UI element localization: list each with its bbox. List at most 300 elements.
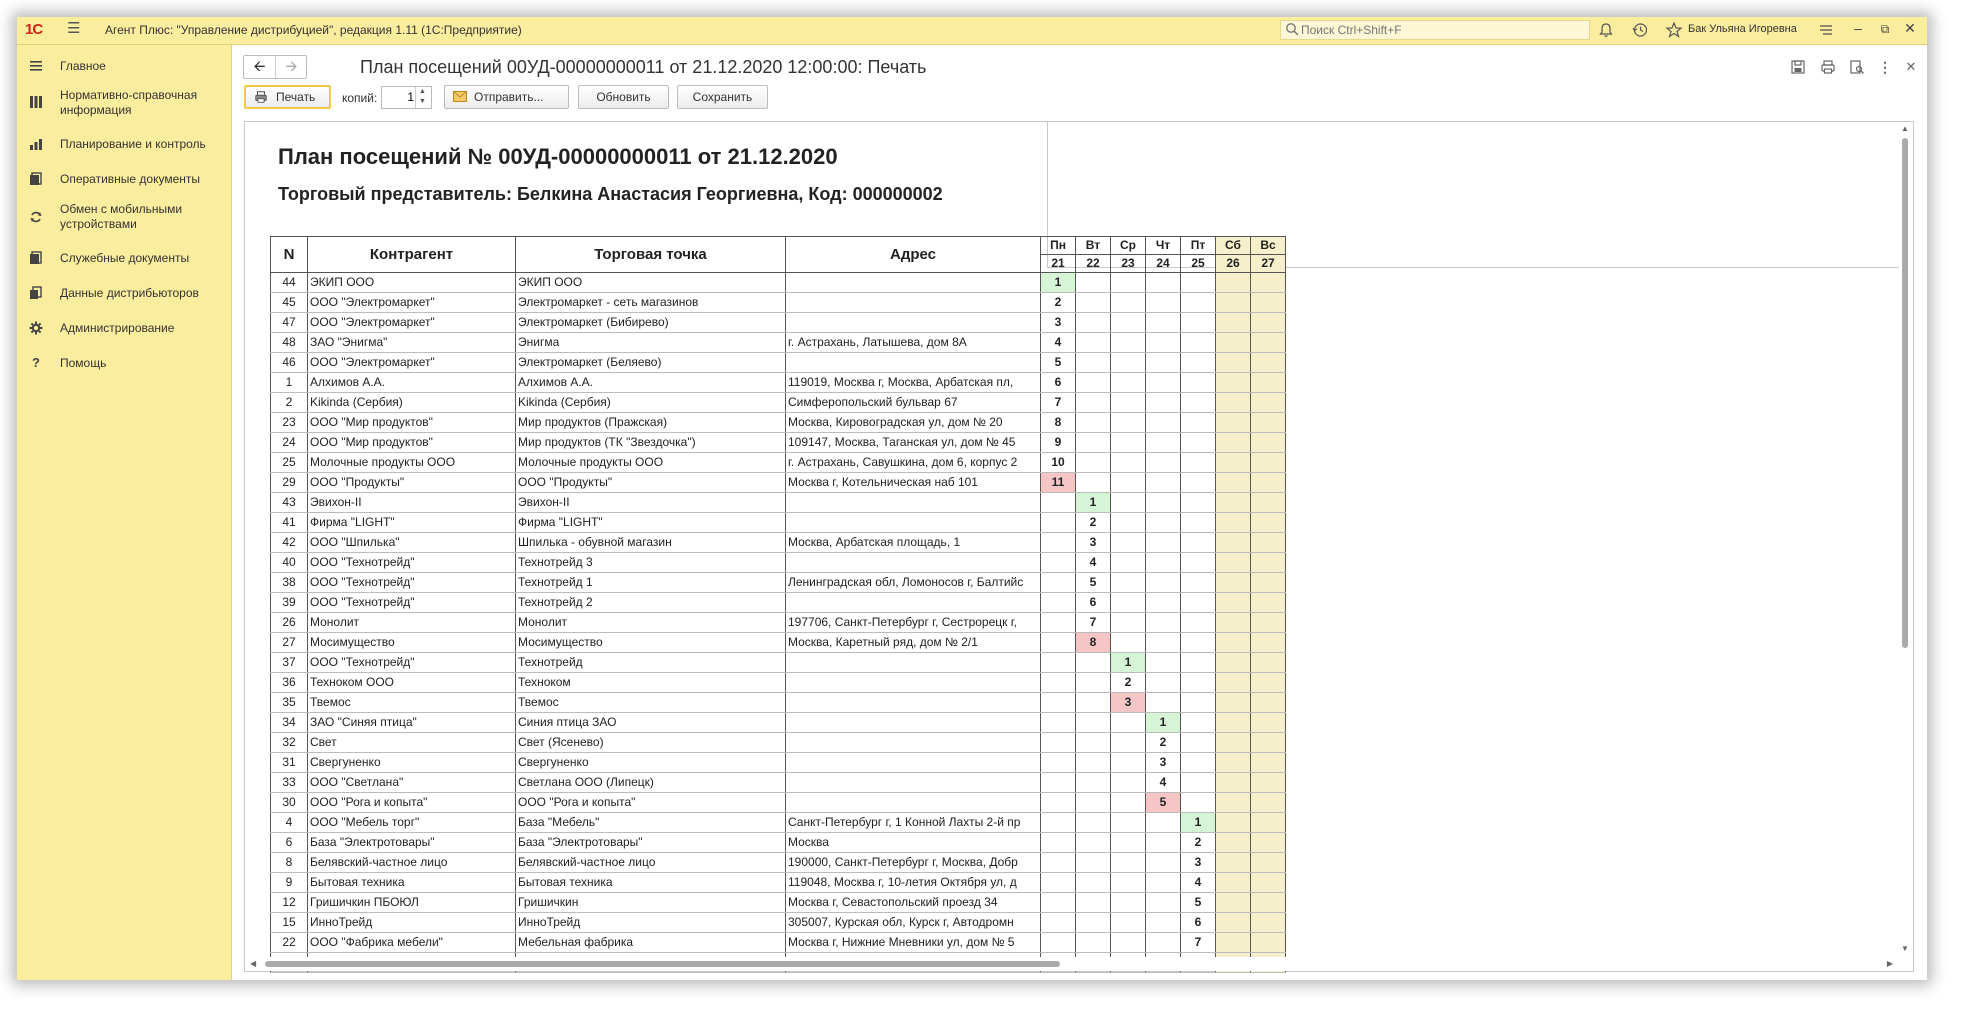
day-cell (1181, 393, 1216, 413)
contractor-cell: Гришичкин ПБОЮЛ (308, 893, 516, 913)
minimize-icon[interactable]: – (1854, 20, 1862, 36)
contractor-cell: Эвихон-II (308, 493, 516, 513)
contractor-cell: Свергуненко (308, 753, 516, 773)
outlet-cell: ЭКИП ООО (516, 273, 786, 293)
visit-order-cell: 1 (1111, 653, 1146, 673)
sidebar-item-planning[interactable] (17, 137, 231, 157)
outlet-cell: Техноком (516, 673, 786, 693)
day-cell (1111, 593, 1146, 613)
print-button-label: Печать (276, 90, 316, 104)
day-cell (1251, 773, 1286, 793)
table-row[interactable] (271, 493, 1286, 513)
day-cell (1216, 793, 1251, 813)
row-number: 37 (271, 653, 308, 673)
current-user[interactable]: Бак Ульяна Игоревна (1688, 23, 1797, 35)
scroll-right-icon[interactable]: ▶ (1886, 959, 1893, 968)
sidebar-item-service-docs[interactable] (17, 251, 231, 271)
table-row[interactable] (271, 313, 1286, 333)
row-number: 39 (271, 593, 308, 613)
visit-order-cell: 11 (1041, 473, 1076, 493)
day-cell (1076, 413, 1111, 433)
day-cell (1216, 393, 1251, 413)
day-cell (1111, 273, 1146, 293)
row-number: 36 (271, 673, 308, 693)
day-cell (1146, 553, 1181, 573)
document-title: План посещений № 00УД-00000000011 от 21.12.2020 (278, 144, 838, 169)
table-row[interactable] (271, 733, 1286, 753)
vertical-scroll-thumb[interactable] (1902, 138, 1908, 648)
day-cell (1076, 833, 1111, 853)
day-cell (1041, 913, 1076, 933)
row-number: 34 (271, 713, 308, 733)
address-cell: г. Астрахань, Савушкина, дом 6, корпус 2 (786, 453, 1041, 473)
row-number: 30 (271, 793, 308, 813)
day-cell (1181, 473, 1216, 493)
address-cell: Москва (786, 833, 1041, 853)
spreadsheet-document[interactable] (244, 121, 1914, 972)
day-cell (1041, 753, 1076, 773)
address-cell (786, 713, 1041, 733)
outlet-cell: Молочные продукты ООО (516, 453, 786, 473)
contractor-cell: Свет (308, 733, 516, 753)
sidebar-item-label: Помощь (60, 356, 107, 370)
day-cell (1216, 433, 1251, 453)
outlet-cell: Шпилька - обувной магазин (516, 533, 786, 553)
printer-icon[interactable] (1820, 59, 1836, 75)
table-row[interactable] (271, 753, 1286, 773)
column-header-contractor: Контрагент (308, 237, 516, 273)
service-docs-icon (29, 251, 43, 265)
outlet-cell: Технотрейд 3 (516, 553, 786, 573)
day-cell (1216, 273, 1251, 293)
day-cell (1111, 553, 1146, 573)
visit-order-cell: 2 (1076, 513, 1111, 533)
address-cell (786, 733, 1041, 753)
day-cell (1111, 733, 1146, 753)
settings-lines-icon[interactable] (1817, 21, 1835, 39)
table-row[interactable] (271, 653, 1286, 673)
address-cell (786, 293, 1041, 313)
day-cell (1146, 313, 1181, 333)
visit-order-cell: 5 (1041, 353, 1076, 373)
scroll-down-icon[interactable]: ▼ (1901, 944, 1909, 953)
day-cell (1146, 433, 1181, 453)
day-cell (1216, 453, 1251, 473)
day-cell (1041, 653, 1076, 673)
close-window-icon[interactable]: ✕ (1904, 20, 1916, 36)
day-cell (1251, 793, 1286, 813)
table-row[interactable] (271, 353, 1286, 373)
outlet-cell: Мосимущество (516, 633, 786, 653)
outlet-cell: Бытовая техника (516, 873, 786, 893)
scroll-left-icon[interactable]: ◀ (250, 959, 257, 968)
row-number: 35 (271, 693, 308, 713)
day-cell (1251, 893, 1286, 913)
day-cell (1111, 853, 1146, 873)
day-cell (1251, 393, 1286, 413)
table-row[interactable] (271, 713, 1286, 733)
column-header-day-name: Ср (1111, 237, 1146, 255)
day-cell (1111, 933, 1146, 953)
day-cell (1111, 413, 1146, 433)
address-cell: Ленинградская обл, Ломоносов г, Балтийс (786, 573, 1041, 593)
sidebar-item-label: Данные дистрибьюторов (60, 286, 199, 300)
table-row[interactable] (271, 693, 1286, 713)
day-cell (1076, 933, 1111, 953)
sidebar-item-main[interactable] (17, 59, 231, 79)
day-cell (1181, 653, 1216, 673)
day-cell (1111, 713, 1146, 733)
day-cell (1111, 373, 1146, 393)
scroll-up-icon[interactable]: ▲ (1901, 124, 1909, 133)
address-cell: Санкт-Петербург г, 1 Конной Лахты 2-й пр (786, 813, 1041, 833)
address-cell: Москва, Кировоградская ул, дом № 20 (786, 413, 1041, 433)
table-row[interactable] (271, 613, 1286, 633)
spin-down-icon[interactable]: ▼ (419, 98, 426, 105)
day-cell (1076, 773, 1111, 793)
horizontal-scroll-thumb[interactable] (265, 961, 1060, 967)
table-row[interactable] (271, 593, 1286, 613)
contractor-cell: Мосимущество (308, 633, 516, 653)
day-cell (1216, 653, 1251, 673)
day-cell (1041, 553, 1076, 573)
sidebar-item-help[interactable] (17, 356, 231, 376)
table-row[interactable] (271, 433, 1286, 453)
row-number: 45 (271, 293, 308, 313)
row-number: 6 (271, 833, 308, 853)
day-cell (1216, 733, 1251, 753)
visit-order-cell: 1 (1076, 493, 1111, 513)
table-row[interactable] (271, 793, 1286, 813)
outlet-cell: Электромаркет (Беляево) (516, 353, 786, 373)
contractor-cell: ООО "Мир продуктов" (308, 433, 516, 453)
navigation-buttons (243, 55, 307, 79)
contractor-cell: ЭКИП ООО (308, 273, 516, 293)
outlet-cell: Технотрейд 2 (516, 593, 786, 613)
visit-order-cell: 3 (1111, 693, 1146, 713)
day-cell (1076, 333, 1111, 353)
global-search[interactable] (1280, 20, 1590, 40)
sidebar-item-reference-info[interactable] (17, 88, 231, 122)
day-cell (1181, 353, 1216, 373)
copies-stepper[interactable] (381, 86, 432, 109)
outlet-cell: База "Мебель" (516, 813, 786, 833)
address-cell: Москва, Арбатская площадь, 1 (786, 533, 1041, 553)
column-header-outlet: Торговая точка (516, 237, 786, 273)
print-button[interactable] (244, 85, 331, 109)
day-cell (1146, 653, 1181, 673)
day-cell (1251, 533, 1286, 553)
row-number: 8 (271, 853, 308, 873)
row-number: 40 (271, 553, 308, 573)
table-row[interactable] (271, 813, 1286, 833)
refresh-button[interactable]: Обновить (578, 85, 669, 109)
contractor-cell: ООО "Технотрейд" (308, 593, 516, 613)
table-row[interactable] (271, 833, 1286, 853)
main-menu-icon[interactable]: ☰ (67, 20, 81, 37)
day-cell (1251, 313, 1286, 333)
close-form-icon[interactable]: ✕ (1905, 59, 1917, 74)
table-row[interactable] (271, 933, 1286, 953)
sidebar-item-label: Оперативные документы (60, 172, 201, 186)
contractor-cell: ИнноТрейд (308, 913, 516, 933)
day-cell (1181, 413, 1216, 433)
day-cell (1181, 453, 1216, 473)
save-button[interactable]: Сохранить (677, 85, 768, 109)
back-arrow-icon[interactable]: 🡨 (244, 56, 276, 78)
day-cell (1216, 473, 1251, 493)
table-row[interactable] (271, 453, 1286, 473)
day-cell (1146, 593, 1181, 613)
contractor-cell: ЗАО "Энигма" (308, 333, 516, 353)
day-cell (1181, 513, 1216, 533)
day-cell (1216, 413, 1251, 433)
table-row[interactable] (271, 773, 1286, 793)
visit-order-cell: 3 (1146, 753, 1181, 773)
table-row[interactable] (271, 273, 1286, 293)
table-row[interactable] (271, 853, 1286, 873)
day-cell (1146, 493, 1181, 513)
day-cell (1076, 813, 1111, 833)
save-disk-icon[interactable] (1790, 59, 1806, 75)
contractor-cell: ООО "Шпилька" (308, 533, 516, 553)
visit-order-cell: 4 (1041, 333, 1076, 353)
day-cell (1251, 853, 1286, 873)
print-preview-icon[interactable] (1849, 59, 1865, 75)
day-cell (1041, 813, 1076, 833)
outlet-cell: Эвихон-II (516, 493, 786, 513)
column-header-date: 27 (1251, 255, 1286, 273)
day-cell (1111, 913, 1146, 933)
day-cell (1111, 773, 1146, 793)
outlet-cell: Белявский-частное лицо (516, 853, 786, 873)
spin-up-icon[interactable]: ▲ (419, 88, 426, 95)
visit-order-cell: 8 (1041, 413, 1076, 433)
more-actions-icon[interactable]: ⋮ (1878, 59, 1892, 75)
day-cell (1216, 873, 1251, 893)
outlet-cell: ИнноТрейд (516, 913, 786, 933)
history-icon[interactable] (1631, 21, 1649, 39)
outlet-cell: Светлана ООО (Липецк) (516, 773, 786, 793)
table-row[interactable] (271, 413, 1286, 433)
day-cell (1216, 573, 1251, 593)
day-cell (1146, 813, 1181, 833)
copies-input[interactable] (384, 90, 414, 104)
day-cell (1216, 593, 1251, 613)
table-row[interactable] (271, 373, 1286, 393)
day-cell (1181, 673, 1216, 693)
day-cell (1076, 293, 1111, 313)
day-cell (1251, 873, 1286, 893)
visit-order-cell: 2 (1041, 293, 1076, 313)
day-cell (1216, 673, 1251, 693)
contractor-cell: База "Электротовары" (308, 833, 516, 853)
day-cell (1181, 433, 1216, 453)
day-cell (1041, 793, 1076, 813)
day-cell (1076, 373, 1111, 393)
visit-order-cell: 10 (1041, 453, 1076, 473)
day-cell (1041, 873, 1076, 893)
day-cell (1216, 513, 1251, 533)
day-cell (1216, 813, 1251, 833)
day-cell (1041, 633, 1076, 653)
table-row[interactable] (271, 393, 1286, 413)
row-number: 12 (271, 893, 308, 913)
table-row[interactable] (271, 873, 1286, 893)
day-cell (1146, 633, 1181, 653)
day-cell (1251, 733, 1286, 753)
sidebar-item-administration[interactable] (17, 321, 231, 341)
day-cell (1146, 573, 1181, 593)
address-cell: Москва г, Нижние Мневники ул, дом № 5 (786, 933, 1041, 953)
day-cell (1146, 373, 1181, 393)
day-cell (1041, 833, 1076, 853)
row-number: 33 (271, 773, 308, 793)
copies-spin-buttons[interactable] (415, 87, 431, 108)
column-header-day-name: Чт (1146, 237, 1181, 255)
day-cell (1146, 673, 1181, 693)
sections-panel (17, 45, 232, 980)
day-cell (1111, 353, 1146, 373)
row-number: 27 (271, 633, 308, 653)
table-row[interactable] (271, 573, 1286, 593)
outlet-cell: Мебельная фабрика (516, 933, 786, 953)
distributor-data-icon (29, 286, 43, 300)
bell-icon[interactable] (1597, 21, 1615, 39)
copies-label: копий: (342, 91, 378, 105)
day-cell (1076, 873, 1111, 893)
day-cell (1251, 813, 1286, 833)
menu-lines-icon (29, 59, 43, 73)
day-cell (1181, 753, 1216, 773)
day-cell (1041, 853, 1076, 873)
day-cell (1216, 293, 1251, 313)
table-header-row (271, 237, 1286, 255)
bar-chart-icon (29, 137, 43, 151)
day-cell (1111, 873, 1146, 893)
star-icon[interactable] (1665, 21, 1683, 39)
row-number: 32 (271, 733, 308, 753)
contractor-cell: Твемос (308, 693, 516, 713)
day-cell (1111, 613, 1146, 633)
column-header-date: 25 (1181, 255, 1216, 273)
address-cell: 119019, Москва г, Москва, Арбатская пл, (786, 373, 1041, 393)
day-cell (1146, 273, 1181, 293)
table-row[interactable] (271, 293, 1286, 313)
table-row[interactable] (271, 553, 1286, 573)
sidebar-item-mobile-exchange[interactable] (17, 202, 231, 236)
day-cell (1111, 813, 1146, 833)
address-cell: Москва г, Севастопольский проезд 34 (786, 893, 1041, 913)
visit-order-cell: 6 (1076, 593, 1111, 613)
contractor-cell: Kikinda (Сербия) (308, 393, 516, 413)
day-cell (1111, 633, 1146, 653)
day-cell (1251, 913, 1286, 933)
column-header-day-name: Пн (1041, 237, 1076, 255)
visit-order-cell: 2 (1181, 833, 1216, 853)
visit-plan-table (270, 236, 1286, 973)
table-row[interactable] (271, 633, 1286, 653)
address-cell (786, 553, 1041, 573)
outlet-cell: Свет (Ясенево) (516, 733, 786, 753)
table-row[interactable] (271, 913, 1286, 933)
contractor-cell: ООО "Электромаркет" (308, 293, 516, 313)
table-row[interactable] (271, 893, 1286, 913)
sidebar-item-distributor-data[interactable] (17, 286, 231, 306)
table-row[interactable] (271, 473, 1286, 493)
day-cell (1146, 693, 1181, 713)
row-number: 38 (271, 573, 308, 593)
visit-order-cell: 7 (1041, 393, 1076, 413)
day-cell (1181, 693, 1216, 713)
contractor-cell: ООО "Мир продуктов" (308, 413, 516, 433)
day-cell (1251, 333, 1286, 353)
contractor-cell: ООО "Технотрейд" (308, 653, 516, 673)
day-cell (1216, 913, 1251, 933)
column-header-day-name: Вс (1251, 237, 1286, 255)
column-header-day-name: Сб (1216, 237, 1251, 255)
visit-order-cell: 3 (1041, 313, 1076, 333)
contractor-cell: ООО "Технотрейд" (308, 573, 516, 593)
send-button[interactable] (444, 85, 569, 109)
day-cell (1251, 833, 1286, 853)
outlet-cell: Синия птица ЗАО (516, 713, 786, 733)
search-input[interactable] (1301, 23, 1581, 37)
day-cell (1216, 893, 1251, 913)
table-row[interactable] (271, 513, 1286, 533)
visit-order-cell: 7 (1181, 933, 1216, 953)
horizontal-scrollbar[interactable] (245, 957, 1913, 971)
day-cell (1181, 553, 1216, 573)
visit-order-cell: 9 (1041, 433, 1076, 453)
forward-arrow-icon[interactable]: 🡪 (285, 58, 298, 75)
day-cell (1251, 413, 1286, 433)
visit-order-cell: 4 (1076, 553, 1111, 573)
day-cell (1041, 893, 1076, 913)
day-cell (1251, 633, 1286, 653)
row-number: 23 (271, 413, 308, 433)
day-cell (1076, 853, 1111, 873)
table-row[interactable] (271, 673, 1286, 693)
address-cell (786, 693, 1041, 713)
day-cell (1146, 293, 1181, 313)
table-row[interactable] (271, 333, 1286, 353)
day-cell (1146, 873, 1181, 893)
sidebar-item-operational-docs[interactable] (17, 172, 231, 192)
address-cell: 197706, Санкт-Петербург г, Сестрорецк г, (786, 613, 1041, 633)
day-cell (1181, 293, 1216, 313)
row-number: 46 (271, 353, 308, 373)
day-cell (1076, 453, 1111, 473)
visit-order-cell: 8 (1076, 633, 1111, 653)
day-cell (1216, 713, 1251, 733)
contractor-cell: ООО "Технотрейд" (308, 553, 516, 573)
gear-icon (29, 321, 43, 335)
day-cell (1216, 373, 1251, 393)
address-cell: 109147, Москва, Таганская ул, дом № 45 (786, 433, 1041, 453)
day-cell (1216, 693, 1251, 713)
day-cell (1076, 393, 1111, 413)
vertical-scrollbar[interactable] (1899, 122, 1911, 955)
contractor-cell: ЗАО "Синяя птица" (308, 713, 516, 733)
day-cell (1251, 493, 1286, 513)
day-cell (1181, 773, 1216, 793)
table-row[interactable] (271, 533, 1286, 553)
row-number: 48 (271, 333, 308, 353)
restore-icon[interactable]: ⧉ (1880, 22, 1890, 36)
visit-order-cell: 5 (1181, 893, 1216, 913)
day-cell (1251, 553, 1286, 573)
